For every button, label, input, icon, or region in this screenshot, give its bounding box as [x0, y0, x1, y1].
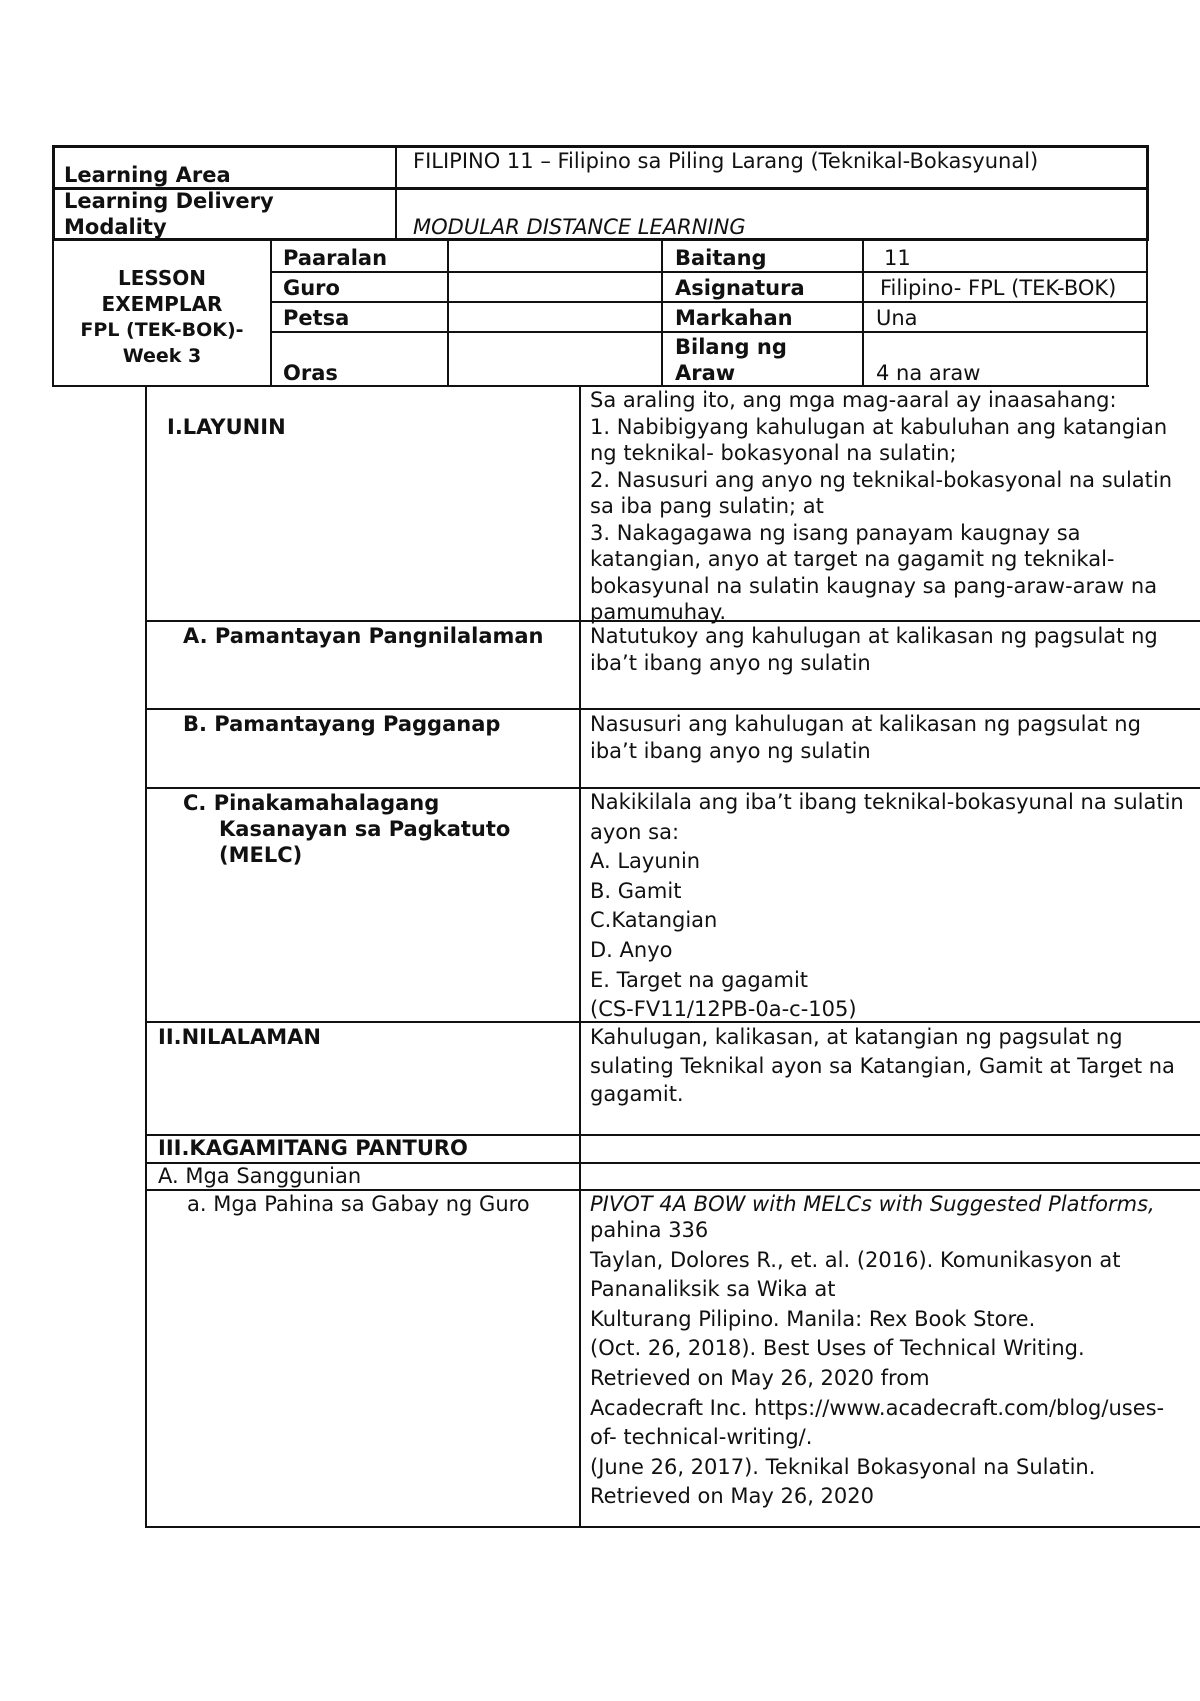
- layunin-line: 3. Nakagagawa ng isang panayam kaugnay sa: [590, 520, 1081, 545]
- markahan-label: Markahan: [675, 306, 793, 330]
- melc-heading: [183, 790, 510, 868]
- modality-value: MODULAR DISTANCE LEARNING: [413, 215, 746, 239]
- baitang-label: Baitang: [675, 246, 767, 270]
- gabay-line: of- technical-writing/.: [590, 1425, 813, 1450]
- pamantayang-pagganap-line: Nasusuri ang kahulugan at kalikasan ng pagsulat ng: [590, 712, 1141, 736]
- oras-label: Oras: [283, 361, 338, 385]
- gabay-ng-guro-italic: PIVOT 4A BOW with MELCs with Suggested Platforms,: [590, 1192, 1155, 1216]
- bilang-label-line2: Araw: [675, 361, 736, 385]
- sanggunian-label: A. Mga Sanggunian: [158, 1164, 362, 1188]
- gabay-line: (Oct. 26, 2018). Best Uses of Technical Writing.: [590, 1336, 1085, 1361]
- petsa-label: Petsa: [283, 306, 350, 330]
- guro-label: Guro: [283, 276, 340, 300]
- gabay-ng-guro-label: a. Mga Pahina sa Gabay ng Guro: [187, 1192, 530, 1216]
- layunin-heading: I.LAYUNIN: [167, 415, 286, 439]
- paaralan-label: Paaralan: [283, 246, 388, 270]
- layunin-content: [590, 387, 1172, 626]
- pamantayan-pangnilalaman-content: [590, 623, 1158, 676]
- pamantayan-pangnilalaman-line: Natutukoy ang kahulugan at kalikasan ng pagsulat ng: [590, 624, 1158, 648]
- layunin-line: ng teknikal- bokasyonal na sulatin;: [590, 441, 957, 465]
- pamantayang-pagganap-heading: B. Pamantayang Pagganap: [183, 712, 501, 736]
- learning-area-label: Learning Area: [64, 163, 231, 187]
- lesson-exemplar-title-line4: Week 3: [122, 345, 202, 367]
- layunin-line: 2. Nasusuri ang anyo ng teknikal-bokasyonal na sulatin: [590, 467, 1173, 492]
- gabay-line: Taylan, Dolores R., et. al. (2016). Komunikasyon at: [590, 1247, 1121, 1272]
- gabay-line: pahina 336: [590, 1218, 709, 1242]
- lesson-exemplar-title: [54, 265, 270, 369]
- gabay-ng-guro-content: [590, 1216, 1164, 1512]
- modality-label-line2: Modality: [64, 215, 167, 239]
- lesson-exemplar-title-line3: FPL (TEK-BOK)-: [80, 319, 244, 341]
- bilang-label-line1: Bilang ng: [675, 335, 787, 359]
- bilang-value: 4 na araw: [876, 361, 981, 385]
- pamantayang-pagganap-line: iba’t ibang anyo ng sulatin: [590, 738, 871, 763]
- nilalaman-line: sulating Teknikal ayon sa Katangian, Gamit at Target na: [590, 1053, 1175, 1078]
- melc-line: (CS-FV11/12PB-0a-c-105): [590, 997, 857, 1022]
- gabay-line: (June 26, 2017). Teknikal Bokasyonal na Sulatin.: [590, 1454, 1096, 1479]
- melc-content: [590, 788, 1184, 1025]
- layunin-line: katangian, anyo at target na gagamit ng teknikal-: [590, 547, 1115, 571]
- markahan-value: Una: [876, 306, 918, 330]
- gabay-line: Retrieved on May 26, 2020 from: [590, 1365, 930, 1390]
- melc-line: D. Anyo: [590, 937, 673, 962]
- kagamitang-panturo-heading: III.KAGAMITANG PANTURO: [158, 1136, 468, 1160]
- layunin-line: bokasyunal na sulatin kaugnay sa pang-araw-araw na: [590, 573, 1158, 598]
- gabay-line: Retrieved on May 26, 2020: [590, 1484, 874, 1509]
- nilalaman-line: gagamit.: [590, 1082, 684, 1106]
- melc-line: C.Katangian: [590, 908, 718, 933]
- melc-line: B. Gamit: [590, 878, 682, 903]
- melc-line: A. Layunin: [590, 849, 701, 874]
- learning-area-value: FILIPINO 11 – Filipino sa Piling Larang (Teknikal-Bokasyunal): [413, 149, 1039, 173]
- melc-line: E. Target na gagamit: [590, 967, 809, 992]
- pamantayang-pagganap-content: [590, 711, 1141, 764]
- nilalaman-line: Kahulugan, kalikasan, at katangian ng pagsulat ng: [590, 1025, 1123, 1049]
- melc-line: Nakikilala ang iba’t ibang teknikal-bokasyunal na sulatin: [590, 790, 1184, 814]
- gabay-line: Kulturang Pilipino. Manila: Rex Book Store.: [590, 1306, 1036, 1331]
- modality-label-line1: Learning Delivery: [64, 189, 274, 213]
- asignatura-label: Asignatura: [675, 276, 805, 300]
- layunin-line: sa iba pang sulatin; at: [590, 494, 824, 518]
- nilalaman-heading: II.NILALAMAN: [158, 1025, 321, 1049]
- lesson-exemplar-title-line1: LESSON: [117, 266, 207, 290]
- baitang-value: 11: [884, 246, 911, 270]
- asignatura-value: Filipino- FPL (TEK-BOK): [880, 276, 1117, 300]
- nilalaman-content: [590, 1023, 1175, 1109]
- melc-line: ayon sa:: [590, 819, 680, 844]
- gabay-line: Acadecraft Inc. https://www.acadecraft.com/blog/uses-: [590, 1395, 1165, 1420]
- melc-heading-line1: C. Pinakamahalagang: [183, 791, 440, 815]
- melc-heading-line3: (MELC): [219, 843, 303, 867]
- melc-heading-line2: Kasanayan sa Pagkatuto: [219, 817, 511, 841]
- lesson-exemplar-title-line2: EXEMPLAR: [101, 292, 223, 316]
- layunin-line: pamumuhay.: [590, 600, 727, 624]
- gabay-line: Pananaliksik sa Wika at: [590, 1277, 836, 1302]
- pamantayan-pangnilalaman-line: iba’t ibang anyo ng sulatin: [590, 650, 871, 675]
- layunin-line: 1. Nabibigyang kahulugan at kabuluhan ang katangian: [590, 414, 1168, 439]
- layunin-line: Sa araling ito, ang mga mag-aaral ay inaasahang:: [590, 388, 1117, 412]
- pamantayan-pangnilalaman-heading: A. Pamantayan Pangnilalaman: [183, 624, 544, 648]
